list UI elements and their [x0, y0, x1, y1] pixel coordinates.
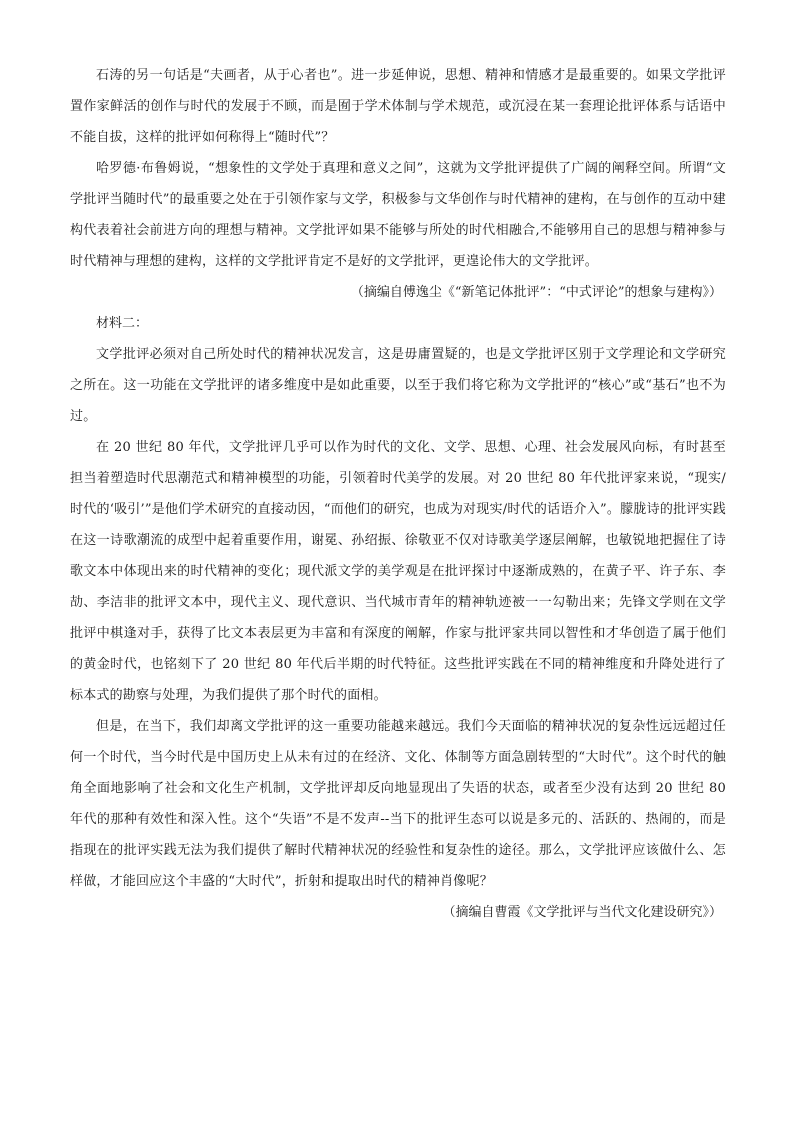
document-page [70, 60, 726, 928]
material2-label: 材料二： [96, 316, 149, 331]
material2-paragraph-1: 文学批评必须对自己所处时代的精神状况发言，这是毋庸置疑的，也是文学批评区别于文学理论和文学研究之所在。这一功能在文学批评的诸多维度中是如此重要，以至于我们将它称为文学批评的“核心”或“基石”也不为过。 [70, 347, 726, 424]
material2-paragraph-3: 但是，在当下，我们却离文学批评的这一重要功能越来越远。我们今天面临的精神状况的复杂性远远超过任何一个时代，当今时代是中国历史上从未有过的在经济、文化、体制等方面急剧转型的“大时代”。这个时代的触角全面地影响了社会和文化生产机制，文学批评却反向地显现出了失语的状态，或者至少没有达到 20 世纪 80 年代的那种有效性和深入性。这个“失语”不是不发声--当下的批评生态可以说是多元的、活跃的、热闹的，而是指现在的批评实践无法为我们提供了解时代精神状况的经验性和复杂性的途径。那么，文学批评应该做什么、怎样做，才能回应这个丰盛的“大时代”，折射和提取出时代的精神肖像呢？ [70, 719, 726, 889]
material1-source: （摘编自傅逸尘《“新笔记体批评”：“中式评论”的想象与建构》） [350, 285, 722, 300]
material1-paragraph-2: 哈罗德·布鲁姆说，“想象性的文学处于真理和意义之间”，这就为文学批评提供了广阔的阐释空间。所谓“文学批评当随时代”的最重要之处在于引领作家与文学，积极参与文华创作与时代精神的建构，在与创作的互动中建构代表着社会前进方向的理想与精神。文学批评如果不能够与所处的时代相融合,不能够用自己的思想与精神参与时代精神与理想的建构，这样的文学批评肯定不是好的文学批评，更遑论伟大的文学批评。 [70, 161, 726, 269]
material2-source: （摘编自曹霞《文学批评与当代文化建设研究》） [442, 905, 722, 920]
material1-paragraph-1: 石涛的另一句话是“夫画者，从于心者也”。进一步延伸说，思想、精神和情感才是最重要的。如果文学批评置作家鲜活的创作与时代的发展于不顾，而是囿于学术体制与学术规范，或沉浸在某一套理论批评体系与话语中不能自拔，这样的批评如何称得上“随时代”？ [70, 68, 726, 145]
material2-paragraph-2: 在 20 世纪 80 年代，文学批评几乎可以作为时代的文化、文学、思想、心理、社会发展风向标，有时甚至担当着塑造时代思潮范式和精神模型的功能，引领着时代美学的发展。对 20 世纪 80 年代批评家来说，“现实/时代的‘吸引’”是他们学术研究的直接动因，“而他们的研究，也成为对现实/时代的话语介入”。朦胧诗的批评实践在这一诗歌潮流的成型中起着重要作用，谢冕、孙绍振、徐敬亚不仅对诗歌美学逐层阐解，也敏锐地把握住了诗歌文本中体现出来的时代精神的变化；现代派文学的美学观是在批评探讨中逐渐成熟的，在黄子平、许子东、李劼、李洁非的批评文本中，现代主义、现代意识、当代城市青年的精神轨迹被一一勾勒出来；先锋文学则在文学批评中棋逢对手，获得了比文本表层更为丰富和有深度的阐解，作家与批评家共同以智性和才华创造了属于他们的黄金时代，也铭刻下了 20 世纪 80 年代后半期的时代特征。这些批评实践在不同的精神维度和升降处进行了标本式的勘察与处理，为我们提供了那个时代的面相。 [70, 440, 726, 703]
